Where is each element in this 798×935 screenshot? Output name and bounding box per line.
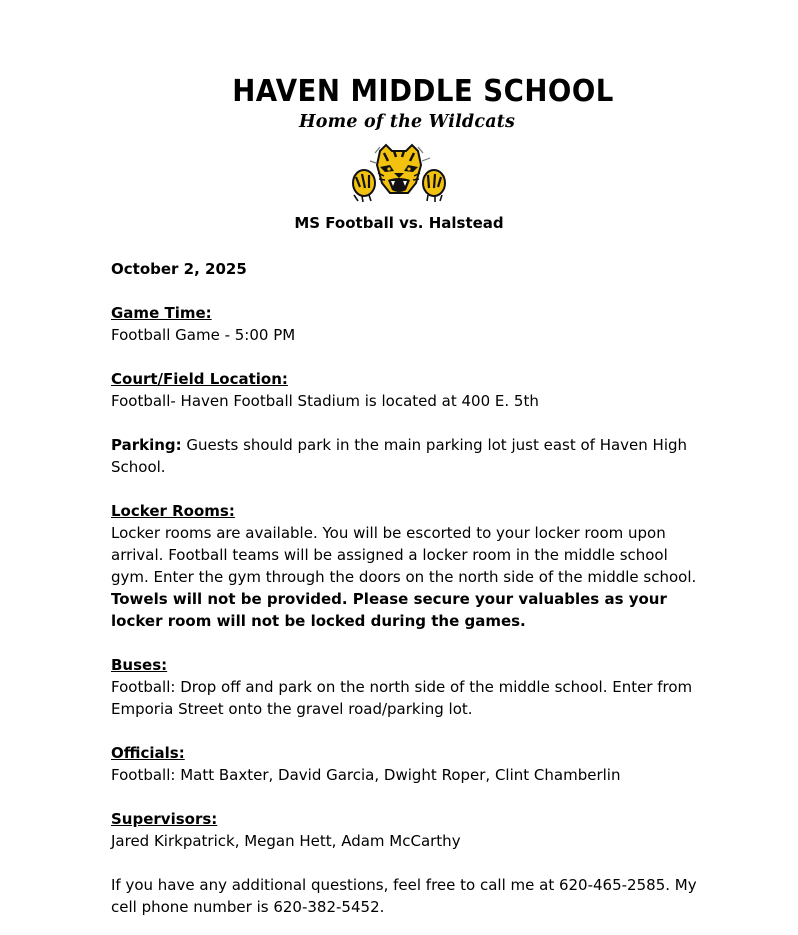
- officials-section: [111, 742, 701, 786]
- officials-heading: Officials:: [111, 744, 185, 762]
- wildcat-head-icon: [377, 145, 421, 193]
- locker-rooms-body: [111, 522, 699, 632]
- event-title: MS Football vs. Halstead: [294, 214, 504, 232]
- contact-text: If you have any additional questions, feel free to call me at 620-465-2585. My cell phone number is 620-382-5452.: [111, 876, 697, 916]
- location-section: [111, 368, 701, 412]
- buses-section: [111, 654, 701, 720]
- buses-text: Football: Drop off and park on the north side of the middle school. Enter from Emporia Street onto the gravel road/parking lot.: [111, 678, 693, 718]
- location-heading: Court/Field Location:: [111, 370, 288, 388]
- supervisors-section: [111, 808, 701, 852]
- game-time-heading: Game Time:: [111, 304, 212, 322]
- school-tagline: Home of the Wildcats: [299, 112, 516, 132]
- locker-rooms-heading: Locker Rooms:: [111, 502, 235, 520]
- locker-rooms-warning: Towels will not be provided. Please secure your valuables as your locker room will not be locked during the games.: [111, 590, 667, 630]
- locker-rooms-section: [111, 500, 699, 632]
- wildcat-mascot-icon: [350, 143, 448, 203]
- school-name: HAVEN MIDDLE SCHOOL: [232, 74, 614, 109]
- supervisors-heading: Supervisors:: [111, 810, 218, 828]
- game-time-text: Football Game - 5:00 PM: [111, 326, 296, 344]
- locker-rooms-text: Locker rooms are available. You will be escorted to your locker room upon arrival. Football teams will be assigned a locker room in the middle school gym. Enter the gym through the doors on the north side of the middle school.: [111, 524, 697, 586]
- right-paw-icon: [423, 170, 445, 202]
- event-date: October 2, 2025: [111, 260, 247, 278]
- parking-text: Guests should park in the main parking lot just east of Haven High School.: [111, 436, 688, 476]
- buses-heading: Buses:: [111, 656, 168, 674]
- parking-section: [111, 434, 701, 478]
- supervisors-text: Jared Kirkpatrick, Megan Hett, Adam McCarthy: [111, 832, 461, 850]
- left-paw-icon: [353, 170, 375, 202]
- game-time-section: [111, 302, 701, 346]
- location-text: Football- Haven Football Stadium is located at 400 E. 5th: [111, 392, 539, 410]
- parking-label: Parking:: [111, 436, 182, 454]
- officials-text: Football: Matt Baxter, David Garcia, Dwight Roper, Clint Chamberlin: [111, 766, 621, 784]
